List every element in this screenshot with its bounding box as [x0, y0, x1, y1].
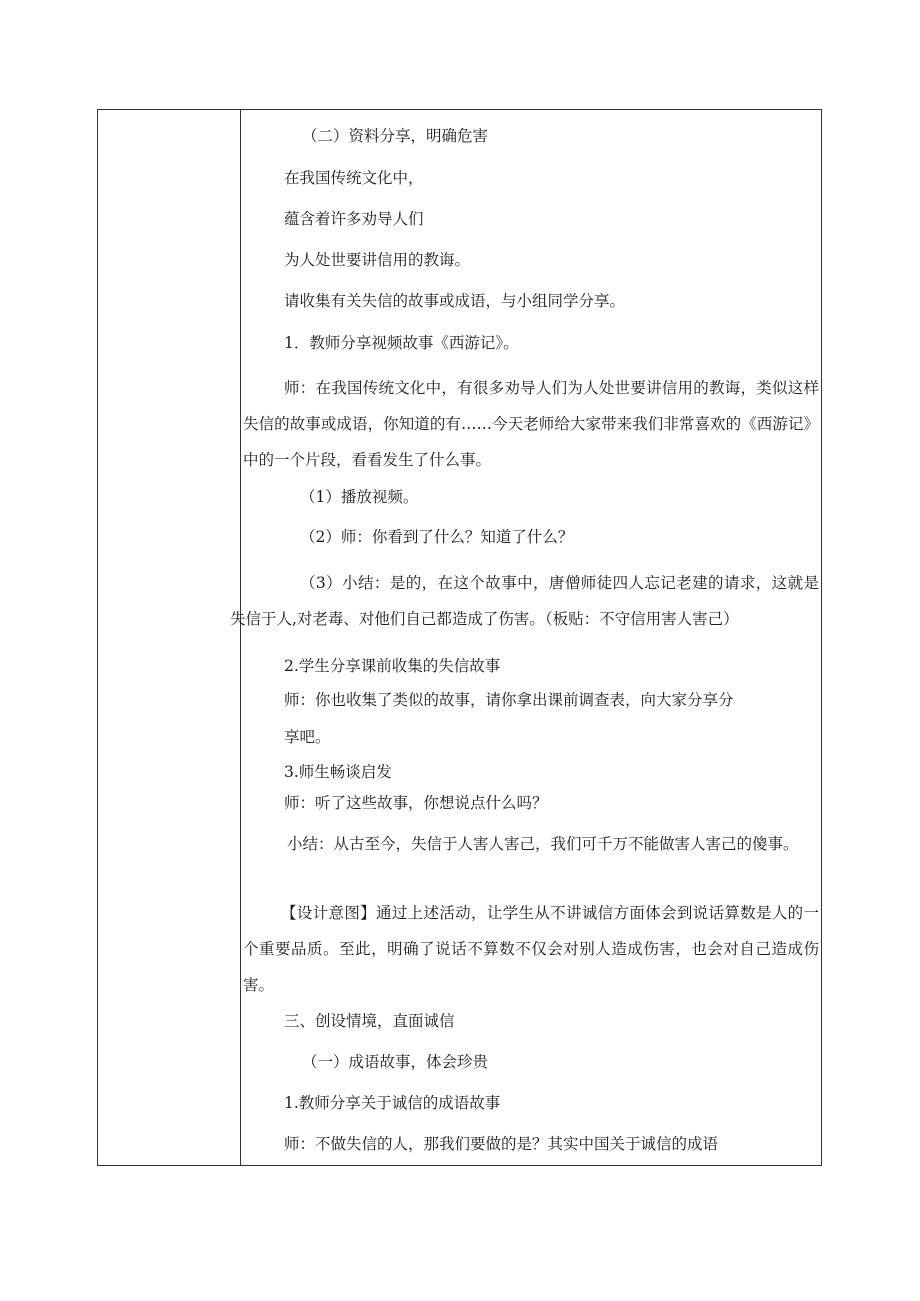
step-heading: 2.学生分享课前收集的失信故事 — [284, 657, 501, 675]
text-line: 在我国传统文化中， — [284, 169, 424, 187]
teacher-dialogue-paragraph: 师：在我国传统文化中，有很多劝导人们为人处世要讲信用的教诲，类似这样失信的故事或成语，你知道的有……今天老师给大家带来我们非常喜欢的《西游记》中的一个片段，看看发生了什么事。 — [243, 379, 819, 469]
step-heading: 1．教师分享视频故事《西游记》。 — [284, 334, 519, 352]
teacher-dialogue-line: 享吧。 — [284, 728, 331, 746]
table-left-border — [97, 109, 98, 1166]
step-heading: 3.师生畅谈启发 — [284, 763, 392, 781]
section-heading-create-situation: 三、创设情境，直面诚信 — [284, 1012, 455, 1030]
substep-item: （2）师：你看到了什么？知道了什么？ — [300, 528, 574, 546]
table-right-border — [821, 109, 822, 1166]
task-instruction: 请收集有关失信的故事或成语，与小组同学分享。 — [284, 292, 626, 310]
table-column-divider — [240, 109, 241, 1166]
table-bottom-border — [97, 1165, 822, 1166]
design-intent-paragraph: 【设计意图】通过上述活动，让学生从不讲诚信方面体会到说话算数是人的一个重要品质。至此，明确了说话不算数不仅会对别人造成伤害，也会对自己造成伤害。 — [243, 904, 819, 994]
subsection-heading: （一）成语故事，体会珍贵 — [302, 1053, 489, 1071]
substep-item: （1）播放视频。 — [300, 488, 419, 506]
teacher-dialogue-line: 师：你也收集了类似的故事，请你拿出课前调查表，向大家分享分 — [284, 691, 734, 709]
summary-paragraph: 小结：从古至今，失信于人害人害己，我们可千万不能做害人害己的傻事。 — [287, 835, 799, 853]
table-top-border — [97, 109, 822, 110]
teacher-dialogue-line: 师：不做失信的人，那我们要做的是？其实中国关于诚信的成语 — [284, 1135, 719, 1153]
text-line: 为人处世要讲信用的教诲。 — [284, 251, 471, 269]
text-line: 蕴含着许多劝导人们 — [284, 210, 424, 228]
section-heading-resource-sharing: （二）资料分享，明确危害 — [302, 127, 489, 145]
step-heading: 1.教师分享关于诚信的成语故事 — [284, 1094, 501, 1112]
summary-paragraph: （3）小结：是的，在这个故事中，唐僧师徒四人忘记老建的请求，这就是失信于人,对老毒、对他们自己都造成了伤害。（板贴：不守信用害人害己） — [230, 574, 819, 628]
teacher-dialogue-line: 师：听了这些故事，你想说点什么吗？ — [284, 794, 548, 812]
